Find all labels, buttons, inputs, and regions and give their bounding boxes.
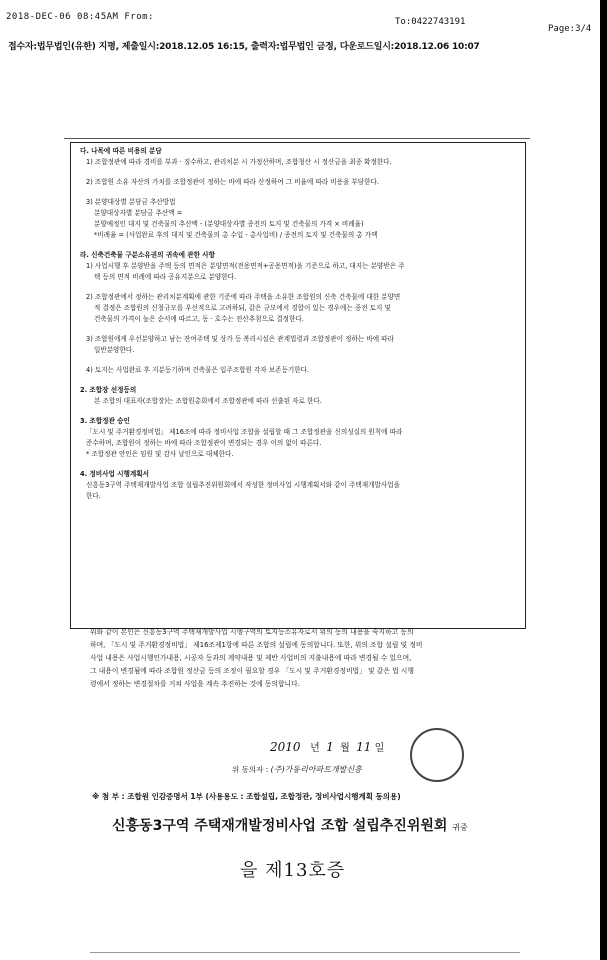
scan-edge	[600, 0, 607, 960]
top-rule	[64, 138, 530, 139]
section-3-p3: * 조합정관 안인은 임원 및 감사 날인으로 대체한다.	[86, 450, 234, 458]
seal-stamp-icon	[410, 728, 464, 782]
document-body	[80, 146, 520, 502]
download-info-line: 접수자:법무법인(유한) 지평, 제출일시:2018.12.05 16:15, 출력자:법무법인 금정, 다운로드일시:2018.12.06 10:07	[8, 42, 480, 52]
section-4-title: 4. 정비사업 시행계획서	[80, 470, 150, 478]
section-4-p2: 한다.	[86, 492, 101, 500]
section-ra-p3a: 3) 조합원에게 우선분양하고 남는 잔여주택 및 상가 등 복리시설은 관계법령과 조합정관이 정하는 바에 따라	[86, 335, 394, 343]
section-2-title: 2. 조합장 선정등의	[80, 386, 137, 394]
fax-header-page: Page:3/4	[548, 24, 592, 34]
attachment-note: ※ 첨 부 : 조합원 인감증명서 1부 (사용용도 : 조합설립, 조합정관, 정비사업시행계획 동의용)	[92, 792, 401, 801]
date-day: 11	[356, 740, 372, 754]
association-name	[112, 815, 468, 835]
section-3-p2: 준수하며, 조합원이 정하는 바에 따라 조합정관이 변경되는 경우 이의 없이 따른다.	[86, 439, 322, 447]
section-da-p1: 1) 조합정관에 따라 경비를 부과 · 징수하고, 관리처분 시 가정산하며, 조합청산 시 정산금을 최종 확정한다.	[86, 158, 392, 166]
consent-line-4: 그 내용이 변경됨에 따라 조합원 정산금 등의 조정이 필요할 경우 「도시 및 주거환경정비법」 및 같은 법 시행	[90, 667, 414, 675]
consent-line-2: 하며, 「도시 및 주거환경정비법」 제16조제1항에 따른 조합의 설립에 동의합니다. 또한, 위의 조합 설립 및 정비	[90, 641, 423, 649]
date-month-unit: 월	[340, 743, 350, 754]
section-da-p3-c: *비례율 = (사업완료 후의 대지 및 건축물의 총 수입 - 총사업비) / 종전의 토지 및 건축물의 총 가액	[94, 231, 378, 239]
fax-header-to: To:0422743191	[395, 17, 466, 27]
fax-header-sent: 2018-DEC-06 08:45AM From:	[6, 12, 154, 22]
section-2-p: 본 조합의 대표자(조합장)는 조합원총회에서 조합정관에 따라 선출된 자로 한다.	[94, 397, 322, 405]
section-da-p3-b: 분양예정인 대지 및 건축물의 추산액 - (분양대상자별 종전의 토지 및 건축물의 가격 × 비례율)	[94, 220, 364, 228]
consent-statement	[90, 626, 510, 691]
section-da-p3-a: 분양대상자별 분담금 추산액 =	[94, 209, 183, 217]
section-ra-p1a: 1) 사업시행 후 분양받을 주택 등의 면적은 분양면적(전용면적+공용면적)을 기준으로 하고, 대지는 분양받은 주	[86, 262, 405, 270]
exhibit-number: 을 제13호증	[240, 860, 346, 881]
section-ra-title: 라. 신축건축물 구분소유권의 귀속에 관한 사항	[80, 251, 216, 259]
consent-line-5: 령에서 정하는 변경절차를 거쳐 사업을 계속 추진하는 것에 동의합니다.	[90, 680, 300, 688]
section-ra-p4: 4) 토지는 사업완료 후 지분등기하며 건축물은 입주조합원 각자 보존등기한다.	[86, 366, 310, 374]
section-da-p2: 2) 조합원 소유 자산의 가치를 조합정관이 정하는 바에 따라 산정하여 그 비율에 따라 비용을 부담한다.	[86, 178, 379, 186]
section-ra-p2c: 건축물의 가격이 높은 순서에 따르고, 동 · 호수는 전산추첨으로 결정한다.	[94, 315, 304, 323]
section-da-p3-title: 3) 분양대상별 분담금 추산방법	[86, 198, 176, 206]
consent-line-3: 사업 내용은 사업시행인가내용, 시공자 등과의 계약내용 및 제반 사업비의 지출내용에 따라 변경될 수 있으며,	[90, 654, 412, 662]
signer-name: (주)가동리아파트개발신흥	[270, 765, 362, 774]
section-ra-p2b: 적 결정은 조합원의 신청규모를 우선적으로 고려하되, 같은 규모에서 경합이 있는 경우에는 종전 토지 및	[94, 304, 391, 312]
date-year-unit: 년	[310, 743, 320, 754]
signer-line	[232, 764, 362, 775]
date-day-unit: 일	[374, 743, 385, 754]
section-4-p1: 신흥동3구역 주택재개발사업 조합 설립추진위원회에서 작성한 정비사업 시행계획서와 같이 주택재개발사업을	[86, 481, 400, 489]
section-3-title: 3. 조합정관 승인	[80, 417, 130, 425]
section-ra-p3b: 일반분양한다.	[94, 346, 135, 354]
signature-date	[270, 739, 384, 754]
section-ra-p2a: 2) 조합정관에서 정하는 관리처분계획에 관한 기준에 따라 주택을 소유한 조합원의 신축 건축물에 대한 분양면	[86, 293, 401, 301]
consent-line-1: 위와 같이 본인은 신흥동3구역 주택재개발사업 시행구역의 토지등소유자로서 위의 동의 내용을 숙지하고 동의	[90, 628, 414, 636]
association-suffix: 귀중	[452, 823, 468, 832]
section-ra-p1b: 택 등의 면적 비례에 따라 공유지분으로 분양한다.	[94, 273, 237, 281]
section-3-p1: 「도시 및 주거환경정비법」 제16조에 따라 정비사업 조합을 설립할 때 그 조합정관을 신의성실의 원칙에 따라	[86, 428, 403, 436]
date-year: 2010	[270, 740, 301, 754]
association-title: 신흥동3구역 주택재개발정비사업 조합 설립추진위원회	[112, 818, 448, 834]
section-da-title: 다. 나목에 따른 비용의 분담	[80, 147, 162, 155]
bottom-fold-line	[90, 952, 520, 953]
signer-label: 위 동의자 :	[232, 765, 269, 774]
date-month: 1	[326, 740, 334, 754]
